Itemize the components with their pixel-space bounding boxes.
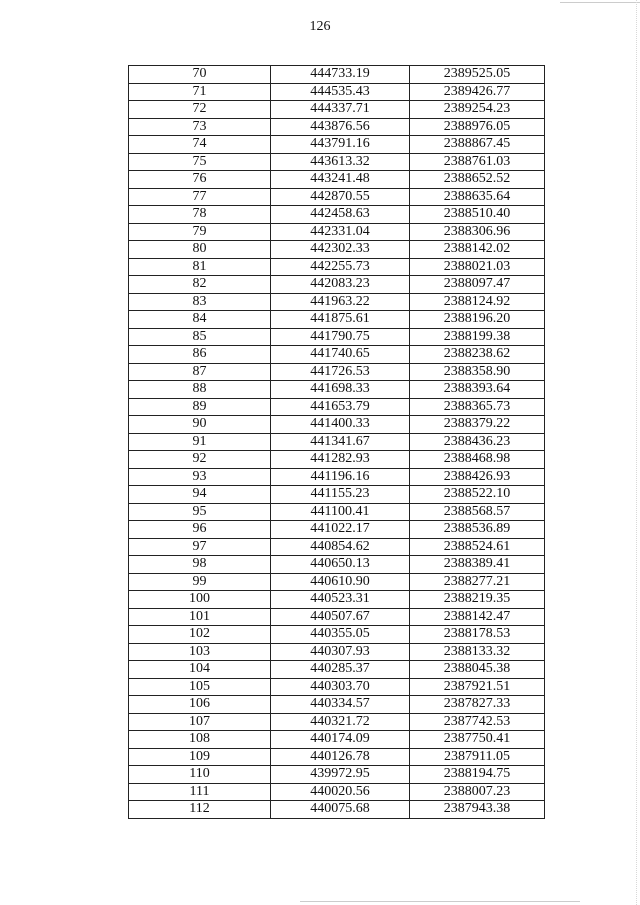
x-coordinate-cell: 441790.75	[271, 328, 410, 346]
table-row	[129, 346, 545, 364]
point-number-cell: 74	[129, 136, 271, 154]
y-coordinate-cell: 2388133.32	[410, 643, 545, 661]
point-number-cell: 88	[129, 381, 271, 399]
x-coordinate-cell: 441963.22	[271, 293, 410, 311]
x-coordinate-cell: 440334.57	[271, 696, 410, 714]
table-row	[129, 556, 545, 574]
y-coordinate-cell: 2388976.05	[410, 118, 545, 136]
x-coordinate-cell: 444535.43	[271, 83, 410, 101]
coordinates-table-body	[129, 66, 545, 819]
table-row	[129, 416, 545, 434]
table-row	[129, 206, 545, 224]
table-row	[129, 486, 545, 504]
x-coordinate-cell: 441875.61	[271, 311, 410, 329]
point-number-cell: 95	[129, 503, 271, 521]
x-coordinate-cell: 442458.63	[271, 206, 410, 224]
y-coordinate-cell: 2388365.73	[410, 398, 545, 416]
table-row	[129, 468, 545, 486]
x-coordinate-cell: 440307.93	[271, 643, 410, 661]
point-number-cell: 105	[129, 678, 271, 696]
x-coordinate-cell: 441400.33	[271, 416, 410, 434]
table-row	[129, 276, 545, 294]
y-coordinate-cell: 2388358.90	[410, 363, 545, 381]
x-coordinate-cell: 441022.17	[271, 521, 410, 539]
point-number-cell: 91	[129, 433, 271, 451]
point-number-cell: 107	[129, 713, 271, 731]
y-coordinate-cell: 2389525.05	[410, 66, 545, 84]
table-row	[129, 573, 545, 591]
table-row	[129, 538, 545, 556]
point-number-cell: 103	[129, 643, 271, 661]
x-coordinate-cell: 441100.41	[271, 503, 410, 521]
x-coordinate-cell: 440523.31	[271, 591, 410, 609]
x-coordinate-cell: 440303.70	[271, 678, 410, 696]
point-number-cell: 83	[129, 293, 271, 311]
point-number-cell: 102	[129, 626, 271, 644]
x-coordinate-cell: 440854.62	[271, 538, 410, 556]
point-number-cell: 89	[129, 398, 271, 416]
y-coordinate-cell: 2387750.41	[410, 731, 545, 749]
point-number-cell: 94	[129, 486, 271, 504]
table-row	[129, 188, 545, 206]
y-coordinate-cell: 2388045.38	[410, 661, 545, 679]
table-row	[129, 433, 545, 451]
table-row	[129, 328, 545, 346]
x-coordinate-cell: 441282.93	[271, 451, 410, 469]
table-row	[129, 696, 545, 714]
x-coordinate-cell: 440126.78	[271, 748, 410, 766]
y-coordinate-cell: 2388124.92	[410, 293, 545, 311]
point-number-cell: 72	[129, 101, 271, 119]
y-coordinate-cell: 2388635.64	[410, 188, 545, 206]
x-coordinate-cell: 441740.65	[271, 346, 410, 364]
y-coordinate-cell: 2388510.40	[410, 206, 545, 224]
point-number-cell: 101	[129, 608, 271, 626]
table-row	[129, 521, 545, 539]
page-number: 126	[309, 19, 331, 34]
point-number-cell: 104	[129, 661, 271, 679]
y-coordinate-cell: 2387921.51	[410, 678, 545, 696]
table-row	[129, 223, 545, 241]
x-coordinate-cell: 442870.55	[271, 188, 410, 206]
y-coordinate-cell: 2389426.77	[410, 83, 545, 101]
y-coordinate-cell: 2387943.38	[410, 801, 545, 819]
table-row	[129, 731, 545, 749]
table-row	[129, 678, 545, 696]
y-coordinate-cell: 2388007.23	[410, 783, 545, 801]
table-row	[129, 83, 545, 101]
y-coordinate-cell: 2388277.21	[410, 573, 545, 591]
table-row	[129, 713, 545, 731]
table-row	[129, 101, 545, 119]
table-row	[129, 258, 545, 276]
coordinates-table	[128, 65, 545, 819]
point-number-cell: 86	[129, 346, 271, 364]
y-coordinate-cell: 2388097.47	[410, 276, 545, 294]
table-row	[129, 311, 545, 329]
x-coordinate-cell: 440020.56	[271, 783, 410, 801]
table-row	[129, 643, 545, 661]
y-coordinate-cell: 2388393.64	[410, 381, 545, 399]
x-coordinate-cell: 440174.09	[271, 731, 410, 749]
table-row	[129, 783, 545, 801]
y-coordinate-cell: 2388468.98	[410, 451, 545, 469]
x-coordinate-cell: 442331.04	[271, 223, 410, 241]
x-coordinate-cell: 440285.37	[271, 661, 410, 679]
point-number-cell: 85	[129, 328, 271, 346]
x-coordinate-cell: 442083.23	[271, 276, 410, 294]
table-row	[129, 171, 545, 189]
x-coordinate-cell: 439972.95	[271, 766, 410, 784]
y-coordinate-cell: 2387911.05	[410, 748, 545, 766]
y-coordinate-cell: 2388389.41	[410, 556, 545, 574]
x-coordinate-cell: 440321.72	[271, 713, 410, 731]
table-row	[129, 801, 545, 819]
table-row	[129, 118, 545, 136]
point-number-cell: 92	[129, 451, 271, 469]
table-row	[129, 66, 545, 84]
y-coordinate-cell: 2388536.89	[410, 521, 545, 539]
x-coordinate-cell: 440355.05	[271, 626, 410, 644]
point-number-cell: 77	[129, 188, 271, 206]
point-number-cell: 97	[129, 538, 271, 556]
x-coordinate-cell: 440075.68	[271, 801, 410, 819]
table-row	[129, 381, 545, 399]
point-number-cell: 108	[129, 731, 271, 749]
point-number-cell: 81	[129, 258, 271, 276]
x-coordinate-cell: 441196.16	[271, 468, 410, 486]
point-number-cell: 84	[129, 311, 271, 329]
table-row	[129, 363, 545, 381]
table-row	[129, 293, 545, 311]
point-number-cell: 71	[129, 83, 271, 101]
point-number-cell: 98	[129, 556, 271, 574]
point-number-cell: 78	[129, 206, 271, 224]
y-coordinate-cell: 2388761.03	[410, 153, 545, 171]
x-coordinate-cell: 441341.67	[271, 433, 410, 451]
y-coordinate-cell: 2388021.03	[410, 258, 545, 276]
x-coordinate-cell: 442255.73	[271, 258, 410, 276]
y-coordinate-cell: 2388196.20	[410, 311, 545, 329]
table-row	[129, 451, 545, 469]
x-coordinate-cell: 443876.56	[271, 118, 410, 136]
table-row	[129, 398, 545, 416]
y-coordinate-cell: 2388867.45	[410, 136, 545, 154]
point-number-cell: 96	[129, 521, 271, 539]
x-coordinate-cell: 440650.13	[271, 556, 410, 574]
x-coordinate-cell: 441726.53	[271, 363, 410, 381]
point-number-cell: 87	[129, 363, 271, 381]
point-number-cell: 111	[129, 783, 271, 801]
x-coordinate-cell: 441698.33	[271, 381, 410, 399]
table-row	[129, 748, 545, 766]
point-number-cell: 70	[129, 66, 271, 84]
scan-edge-top	[560, 2, 640, 3]
x-coordinate-cell: 443791.16	[271, 136, 410, 154]
point-number-cell: 82	[129, 276, 271, 294]
y-coordinate-cell: 2388199.38	[410, 328, 545, 346]
y-coordinate-cell: 2388238.62	[410, 346, 545, 364]
y-coordinate-cell: 2388522.10	[410, 486, 545, 504]
scan-edge-bottom	[300, 901, 580, 902]
y-coordinate-cell: 2388142.02	[410, 241, 545, 259]
y-coordinate-cell: 2388568.57	[410, 503, 545, 521]
scan-edge-right	[636, 0, 637, 905]
x-coordinate-cell: 444733.19	[271, 66, 410, 84]
y-coordinate-cell: 2387742.53	[410, 713, 545, 731]
y-coordinate-cell: 2388219.35	[410, 591, 545, 609]
y-coordinate-cell: 2388194.75	[410, 766, 545, 784]
y-coordinate-cell: 2388652.52	[410, 171, 545, 189]
table-row	[129, 136, 545, 154]
table-row	[129, 661, 545, 679]
table-row	[129, 591, 545, 609]
y-coordinate-cell: 2388436.23	[410, 433, 545, 451]
x-coordinate-cell: 443241.48	[271, 171, 410, 189]
point-number-cell: 110	[129, 766, 271, 784]
x-coordinate-cell: 443613.32	[271, 153, 410, 171]
table-row	[129, 503, 545, 521]
y-coordinate-cell: 2387827.33	[410, 696, 545, 714]
table-row	[129, 153, 545, 171]
y-coordinate-cell: 2388178.53	[410, 626, 545, 644]
y-coordinate-cell: 2388524.61	[410, 538, 545, 556]
y-coordinate-cell: 2388379.22	[410, 416, 545, 434]
point-number-cell: 80	[129, 241, 271, 259]
point-number-cell: 106	[129, 696, 271, 714]
y-coordinate-cell: 2388426.93	[410, 468, 545, 486]
point-number-cell: 109	[129, 748, 271, 766]
y-coordinate-cell: 2389254.23	[410, 101, 545, 119]
x-coordinate-cell: 440610.90	[271, 573, 410, 591]
point-number-cell: 76	[129, 171, 271, 189]
x-coordinate-cell: 441653.79	[271, 398, 410, 416]
x-coordinate-cell: 442302.33	[271, 241, 410, 259]
table-row	[129, 241, 545, 259]
point-number-cell: 90	[129, 416, 271, 434]
point-number-cell: 99	[129, 573, 271, 591]
point-number-cell: 112	[129, 801, 271, 819]
point-number-cell: 79	[129, 223, 271, 241]
point-number-cell: 75	[129, 153, 271, 171]
y-coordinate-cell: 2388142.47	[410, 608, 545, 626]
table-row	[129, 608, 545, 626]
x-coordinate-cell: 440507.67	[271, 608, 410, 626]
point-number-cell: 93	[129, 468, 271, 486]
table-row	[129, 626, 545, 644]
point-number-cell: 100	[129, 591, 271, 609]
x-coordinate-cell: 444337.71	[271, 101, 410, 119]
table-row	[129, 766, 545, 784]
y-coordinate-cell: 2388306.96	[410, 223, 545, 241]
x-coordinate-cell: 441155.23	[271, 486, 410, 504]
point-number-cell: 73	[129, 118, 271, 136]
